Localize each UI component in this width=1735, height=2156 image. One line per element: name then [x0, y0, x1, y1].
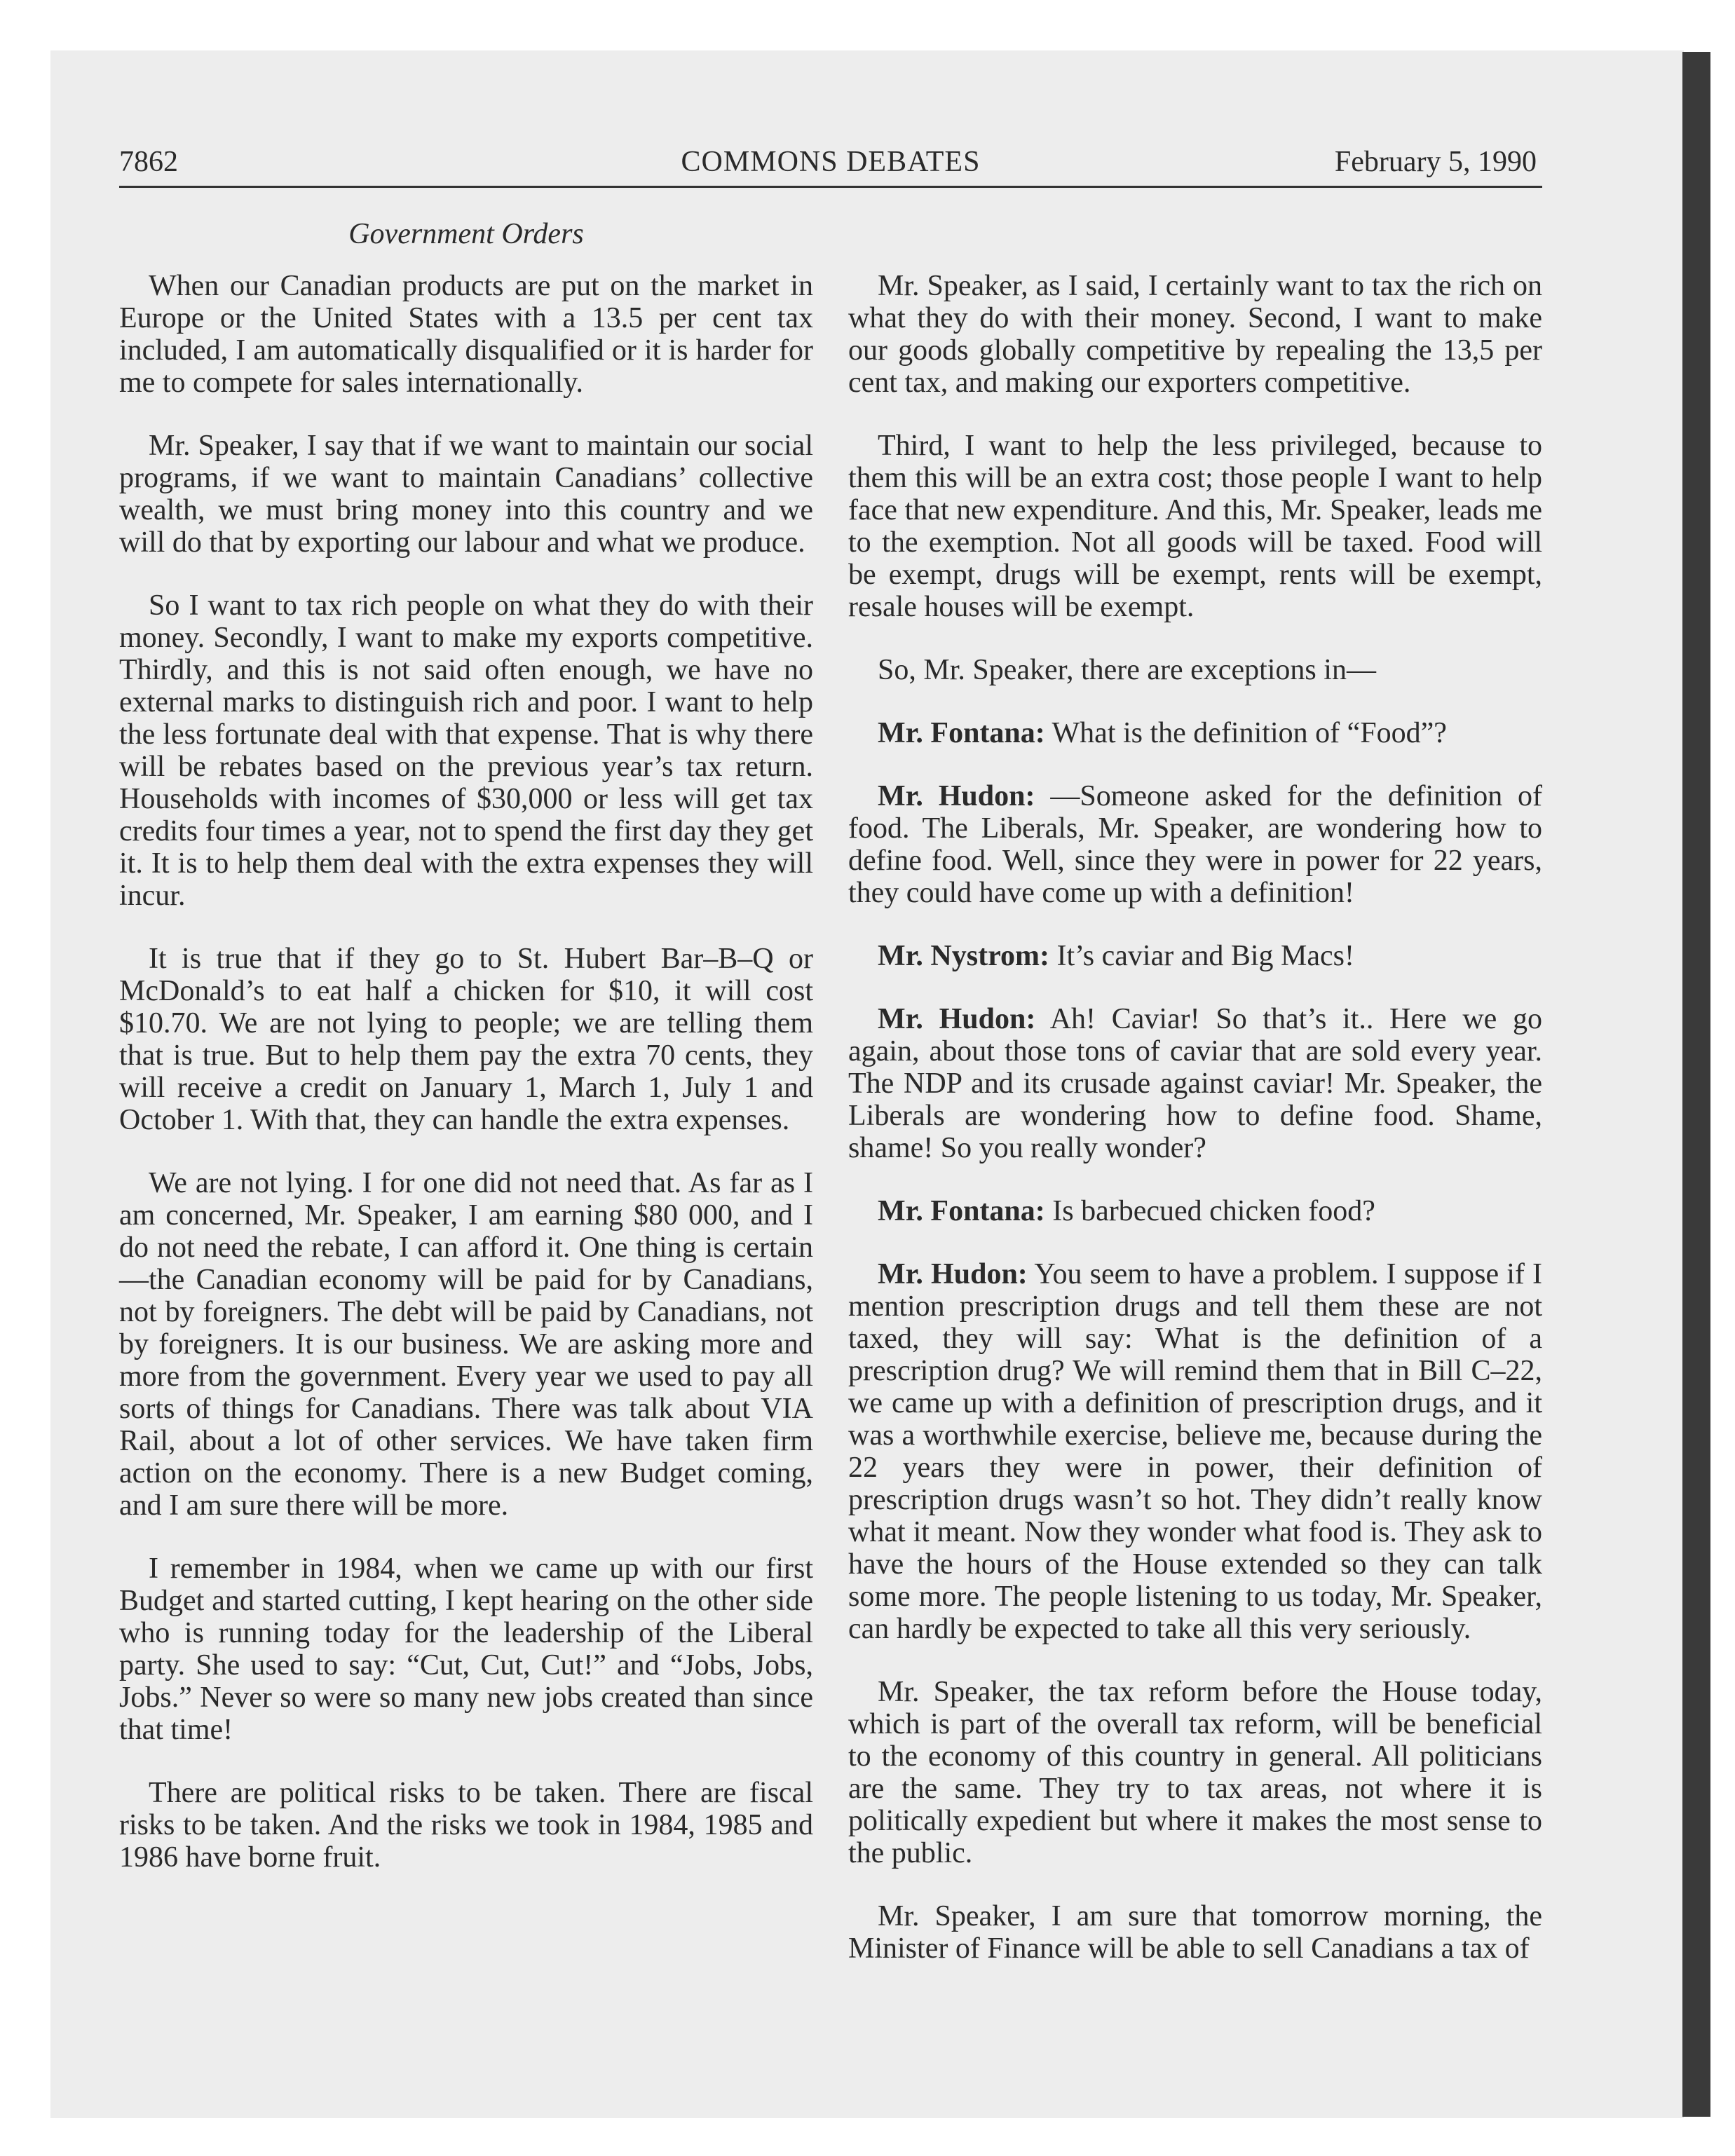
speech-text: Ah! Caviar! So that’s it.. Here we go again, about those tons of caviar that are sold every year. The NDP and its crusade against caviar! Mr. Speaker, the Liberals are wondering how to define food. Shame, shame! So you really wonder?: [848, 1003, 1542, 1164]
speaker-name: Mr. Hudon:: [878, 1003, 1036, 1035]
speech-paragraph: [848, 780, 1542, 909]
speaker-name: Mr. Fontana:: [878, 717, 1045, 749]
speaker-name: Mr. Hudon:: [878, 780, 1035, 812]
paragraph: I remember in 1984, when we came up with our first Budget and started cutting, I kept hearing on the other side who is running today for the leadership of the Liberal party. She used to say: “Cut, Cut, Cut!” and “Jobs, Jobs, Jobs.” Never so were so many new jobs created than since that time!: [119, 1553, 813, 1746]
paragraph-text: Third, I want to help the less privileged, because to them this will be an extra cost; those people I want to help face that new expenditure. And this, Mr. Speaker, leads me to the exemption. Not all goods will be taxed. Food will be exempt, drugs will be exempt, rents will be exempt, resale houses will be exempt.: [848, 430, 1542, 623]
paragraph-text: So, Mr. Speaker, there are exceptions in—: [878, 654, 1376, 686]
paragraph: [848, 654, 1542, 686]
publication-date: February 5, 1990: [1334, 146, 1537, 178]
speech-paragraph: [848, 717, 1542, 749]
speech-text: What is the definition of “Food”?: [1052, 717, 1447, 749]
paragraph: There are political risks to be taken. There are fiscal risks to be taken. And the risks we took in 1984, 1985 and 1986 have borne fruit.: [119, 1777, 813, 1874]
paragraph: [848, 1676, 1542, 1869]
speech-text: Is barbecued chicken food?: [1052, 1195, 1375, 1227]
section-title: Government Orders: [348, 218, 584, 250]
speech-paragraph: [848, 1195, 1542, 1227]
speech-text: It’s caviar and Big Macs!: [1056, 940, 1354, 972]
scan-edge-shadow: [1682, 52, 1710, 2117]
speech-text: You seem to have a problem. I suppose if I mention prescription drugs and tell them these are not taxed, they will say: What is the definition of a prescription drug? We will remind them that in Bill C–22, we came up with a definition of prescription drugs, and it was a worthwhile exercise, believe me, because during the 22 years they were in power, their definition of prescription drugs wasn’t so hot. They didn’t really know what it meant. Now they wonder what food is. They ask to have the hours of the House extended so they can talk some more. The people listening to us today, Mr. Speaker, can hardly be expected to take all this very seriously.: [848, 1258, 1542, 1645]
speaker-name: Mr. Hudon:: [878, 1258, 1028, 1290]
page-number: 7862: [119, 146, 178, 178]
paragraph-text: Mr. Speaker, the tax reform before the House today, which is part of the overall tax reform, will be beneficial to the economy of this country in general. All politicians are the same. They try to tax areas, not where it is politically expedient but where it makes the most sense to the public.: [848, 1676, 1542, 1869]
paragraph: We are not lying. I for one did not need that. As far as I am concerned, Mr. Speaker, I am earning $80 000, and I do not need the rebate, I can afford it. One thing is certain—the Canadian economy will be paid for by Canadians, not by foreigners. The debt will be paid by Canadians, not by foreigners. It is our business. We are asking more and more from the government. Every year we used to pay all sorts of things for Canadians. There was talk about VIA Rail, about a lot of other services. We have taken firm action on the economy. There is a new Budget coming, and I am sure there will be more.: [119, 1167, 813, 1522]
right-column: [848, 270, 1542, 1995]
paragraph: [848, 270, 1542, 399]
speech-text: —Someone asked for the definition of food. The Liberals, Mr. Speaker, are wondering how to define food. Well, since they were in power for 22 years, they could have come up with a definition!: [848, 780, 1543, 909]
page-header: [119, 144, 1542, 188]
paragraph-text: Mr. Speaker, as I said, I certainly want to tax the rich on what they do with their money. Second, I want to make our goods globally competitive by repealing the 13,5 per cent tax, and making our exporters competitive.: [848, 270, 1542, 399]
speech-paragraph: [848, 1003, 1542, 1164]
left-column: [119, 270, 813, 1904]
paragraph: [848, 430, 1542, 623]
paragraph-text: Mr. Speaker, I am sure that tomorrow morning, the Minister of Finance will be able to sell Canadians a tax of: [848, 1900, 1542, 1965]
paragraph: [848, 1900, 1542, 1965]
paragraph: Mr. Speaker, I say that if we want to maintain our social programs, if we want to maintain Canadians’ collective wealth, we must bring money into this country and we will do that by exporting our labour and what we produce.: [119, 430, 813, 559]
publication-title: COMMONS DEBATES: [681, 146, 981, 178]
speech-paragraph: [848, 1258, 1542, 1645]
paragraph: When our Canadian products are put on the market in Europe or the United States with a 13.5 per cent tax included, I am automatically disqualified or it is harder for me to compete for sales internationally.: [119, 270, 813, 399]
speaker-name: Mr. Nystrom:: [878, 940, 1049, 972]
paragraph: It is true that if they go to St. Hubert Bar–B–Q or McDonald’s to eat half a chicken for $10, it will cost $10.70. We are not lying to people; we are telling them that is true. But to help them pay the extra 70 cents, they will receive a credit on January 1, March 1, July 1 and October 1. With that, they can handle the extra expenses.: [119, 943, 813, 1136]
paragraph: So I want to tax rich people on what they do with their money. Secondly, I want to make my exports competitive. Thirdly, and this is not said often enough, we have no external marks to distinguish rich and poor. I want to help the less fortunate deal with that expense. That is why there will be rebates based on the previous year’s tax return. Households with incomes of $30,000 or less will get tax credits four times a year, not to spend the first day they get it. It is to help them deal with the extra expenses they will incur.: [119, 589, 813, 912]
speech-paragraph: [848, 940, 1542, 972]
speaker-name: Mr. Fontana:: [878, 1195, 1045, 1227]
